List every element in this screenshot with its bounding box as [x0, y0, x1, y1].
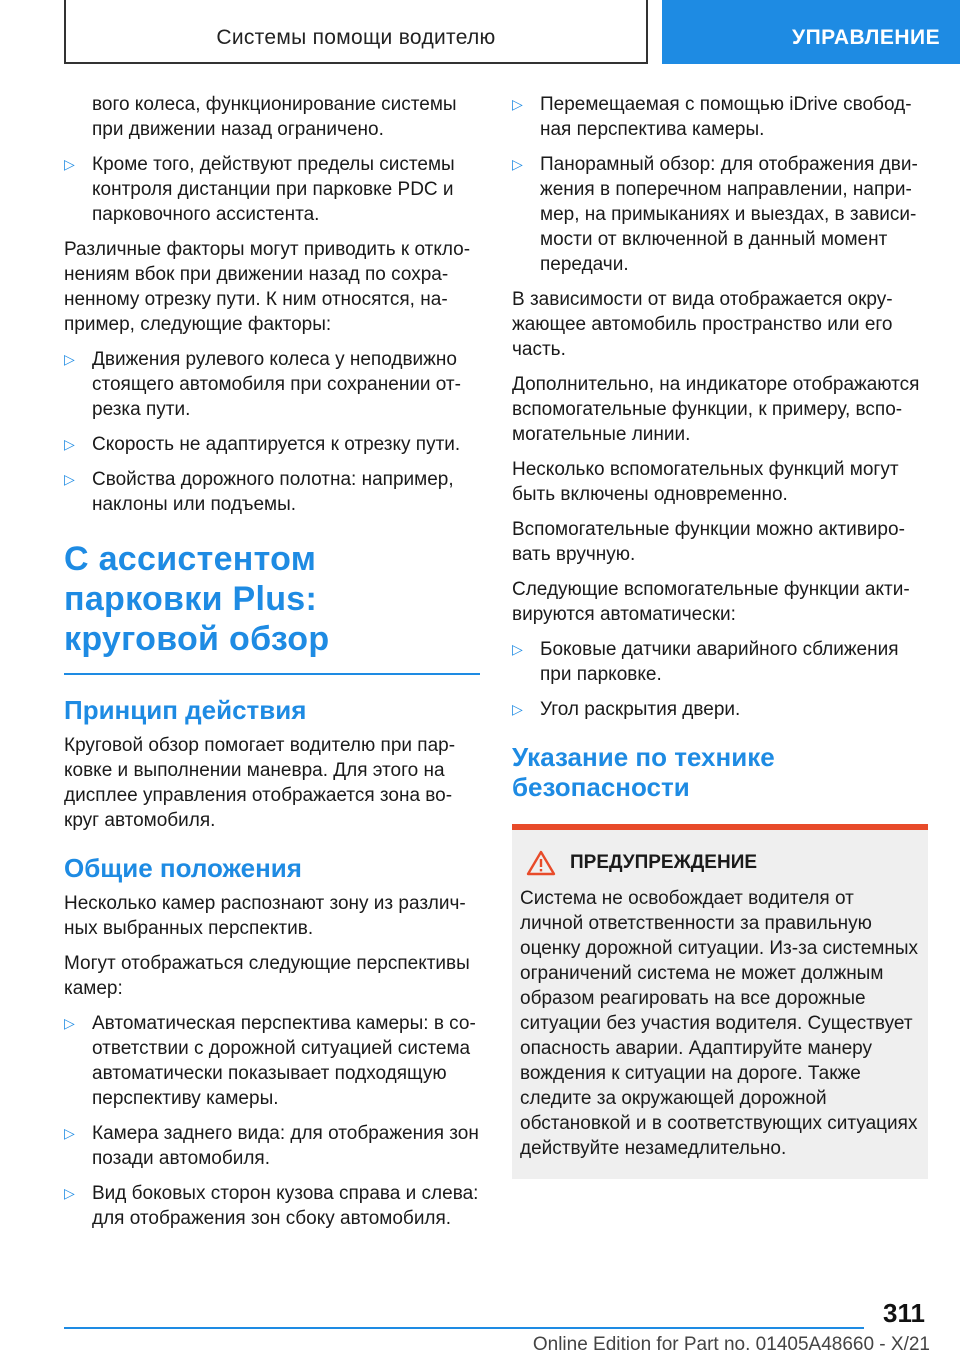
warning-title: ПРЕДУПРЕЖДЕНИЕ [570, 852, 758, 873]
triangle-bullet-icon: ▷ [512, 641, 523, 657]
paragraph: Вспомогательные функции можно активировать вручную. [512, 519, 905, 565]
triangle-bullet-icon: ▷ [512, 156, 523, 172]
triangle-bullet-icon: ▷ [64, 1125, 75, 1141]
paragraph: Дополнительно, на индикаторе отображаются вспомогательные функции, к примеру, вспомогательные линии. [512, 374, 920, 445]
subheading-safety: Указание по технике безопасности [512, 742, 775, 802]
list-item [512, 697, 928, 722]
chapter-tab[interactable]: УПРАВЛЕНИЕ [662, 0, 960, 64]
list-item-text: Кроме того, действуют пределы системы контроля дистанции при парковке PDC и парковочного ассистента. [92, 154, 455, 225]
paragraph: Круговой обзор помогает водителю при парковке и выполнении маневра. Для этого на дисплее управления отображается зона вокруг автомобиля. [64, 735, 456, 831]
paragraph: Несколько вспомогательных функций могут быть включены одновременно. [512, 459, 899, 505]
section-title: Системы помощи водителю [216, 26, 496, 49]
list-item [64, 347, 480, 422]
warning-box [512, 830, 928, 1179]
triangle-bullet-icon: ▷ [512, 701, 523, 717]
list-item-text: Движения рулевого колеса у неподвижно стоящего автомобиля при сохранении отрезка пути. [92, 349, 461, 420]
paragraph: Несколько камер распознают зону из различных выбранных перспектив. [64, 893, 466, 939]
warning-header [526, 850, 920, 876]
list-item-text: Свойства дорожного полотна: например, наклоны или подъемы. [92, 469, 454, 515]
list-item-text: Перемещаемая с помощью iDrive свободная перспектива камеры. [540, 94, 912, 140]
list-item-text: Вид боковых сторон кузова справа и слева: для отображения зон сбоку автомобиля. [92, 1183, 479, 1229]
right-column [512, 92, 928, 1179]
triangle-bullet-icon: ▷ [64, 156, 75, 172]
list-item-text: Угол раскрытия двери. [540, 699, 741, 720]
left-column [64, 92, 480, 1241]
triangle-bullet-icon: ▷ [512, 96, 523, 112]
list-item [512, 637, 928, 687]
triangle-bullet-icon: ▷ [64, 436, 75, 452]
subheading-general: Общие положения [64, 853, 302, 883]
list-item-text: Камера заднего вида: для отображения зон позади автомобиля. [92, 1123, 479, 1169]
main-heading: С ассистентом парковки Plus: круговой обзор [64, 539, 480, 675]
paragraph: вого колеса, функционирование системы при движении назад ограничено. [92, 94, 457, 140]
triangle-bullet-icon: ▷ [64, 1185, 75, 1201]
list-item-text: Скорость не адаптируется к отрезку пути. [92, 434, 461, 455]
warning-text: Система не освобождает водителя от личной ответственности за правильную оценку дорожной ситуации. Из-за системных ограничений система не может должным образом реагировать на все дорожные ситуации без участия водителя. Существует опасность аварии. Адаптируйте манеру вождения к ситуации на дороге. Также следите за окружающей дорожной обстановкой и в соответствующих ситуациях действуйте незамедлительно. [520, 888, 919, 1159]
page-number: 311 [883, 1298, 925, 1328]
footer-divider [64, 1327, 864, 1329]
list-item [512, 92, 928, 142]
list-item [64, 1011, 480, 1111]
paragraph: Следующие вспомогательные функции активируются автоматически: [512, 579, 910, 625]
footer-edition[interactable]: Online Edition for Part no. 01405A48660 - X/21 [532, 1334, 930, 1355]
list-item [64, 432, 480, 457]
list-item [512, 152, 928, 277]
paragraph: Различные факторы могут приводить к отклонениям вбок при движении назад по сохраненному отрезку пути. К ним относятся, например, следующие факторы: [64, 239, 471, 335]
triangle-bullet-icon: ▷ [64, 1015, 75, 1031]
paragraph: Могут отображаться следующие перспективы камер: [64, 953, 470, 999]
warning-triangle-icon [526, 850, 556, 876]
triangle-bullet-icon: ▷ [64, 351, 75, 367]
paragraph: В зависимости от вида отображается окружающее автомобиль пространство или его часть. [512, 289, 893, 360]
list-item [64, 152, 480, 227]
triangle-bullet-icon: ▷ [64, 471, 75, 487]
list-item-text: Боковые датчики аварийного сближения при парковке. [540, 639, 899, 685]
list-item [64, 1181, 480, 1231]
list-item [64, 1121, 480, 1171]
list-item-text: Автоматическая перспектива камеры: в соответствии с дорожной ситуацией система автоматически показывает подходящую перспективу камеры. [92, 1013, 476, 1109]
list-item-text: Панорамный обзор: для отображения движения в поперечном направлении, например, на примыканиях и выездах, в зависимости от включенной в данный момент передачи. [540, 154, 918, 275]
list-item [64, 467, 480, 517]
subheading-principle: Принцип действия [64, 695, 307, 725]
